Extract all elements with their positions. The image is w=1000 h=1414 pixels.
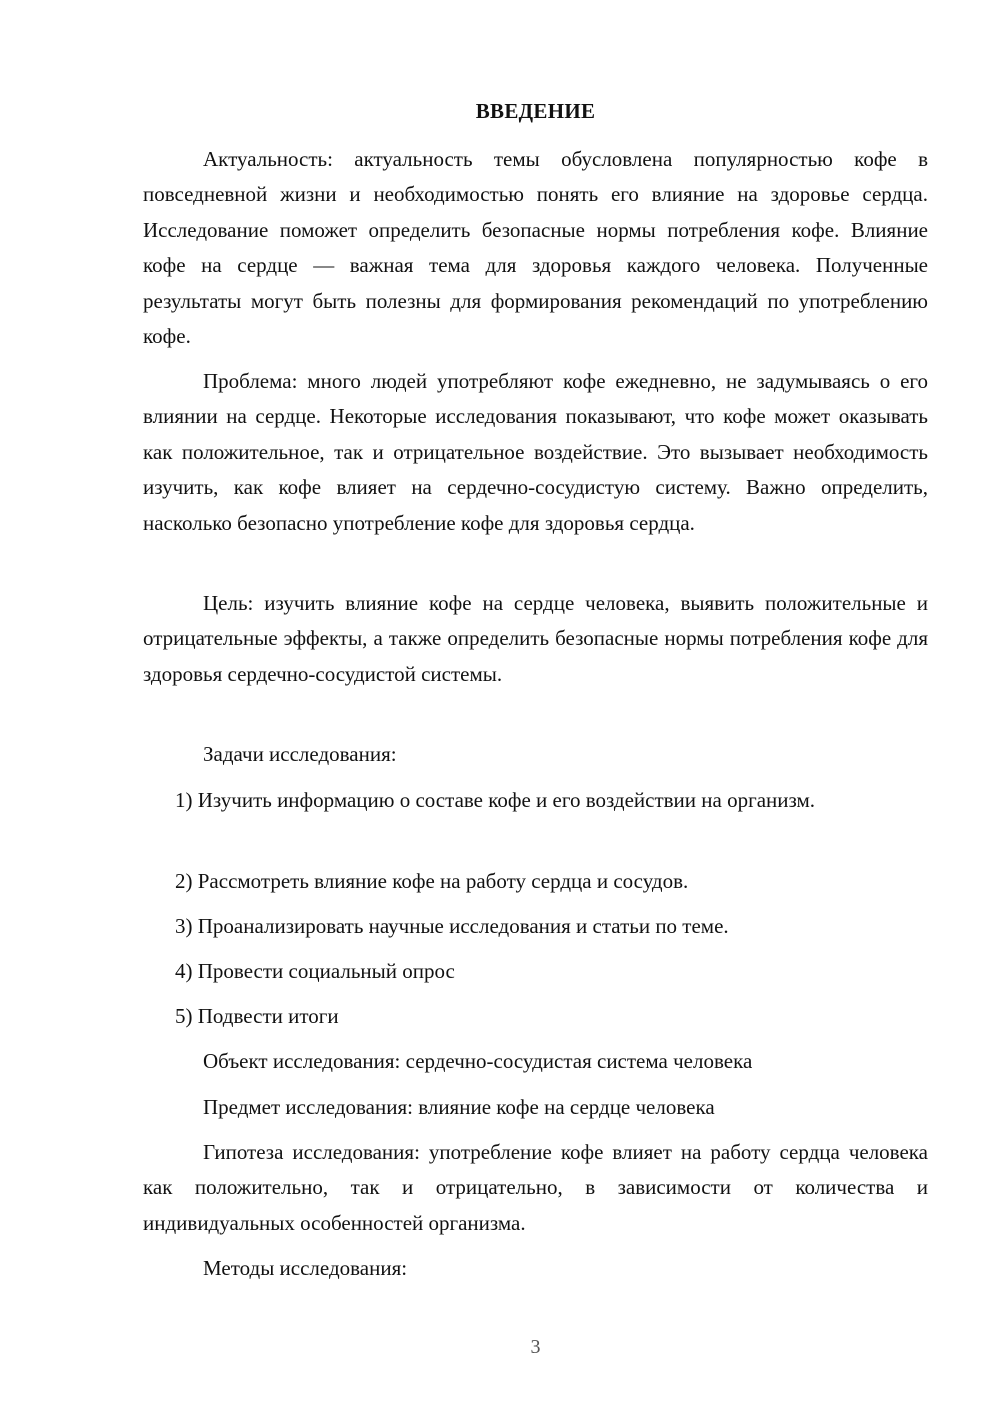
page-number: 3 (530, 1336, 541, 1358)
paragraph-hypothesis: Гипотеза исследования: употребление кофе влияет на работу сердца человека как положительно, так и отрицательно, в зависимости от количества и индивидуальных особенностей организма. (143, 1140, 928, 1235)
task-item-4: 4) Провести социальный опрос (175, 959, 455, 983)
task-item-5: 5) Подвести итоги (175, 1004, 339, 1028)
paragraph-object: Объект исследования: сердечно-сосудистая система человека (203, 1049, 753, 1073)
paragraph-relevance: Актуальность: актуальность темы обусловлена популярностью кофе в повседневной жизни и необходимостью понять его влияние на здоровье сердца. Исследование поможет определить безопасные нормы потребления кофе. Влияние кофе на сердце — важная тема для здоровья каждого человека. Полученные результаты могут быть полезны для формирования рекомендаций по употреблению кофе. (143, 147, 928, 349)
paragraph-subject: Предмет исследования: влияние кофе на сердце человека (203, 1095, 715, 1119)
task-item-1: 1) Изучить информацию о составе кофе и его воздействии на организм. (175, 788, 816, 812)
section-title: ВВЕДЕНИЕ (475, 99, 596, 123)
paragraph-problem: Проблема: много людей употребляют кофе ежедневно, не задумываясь о его влиянии на сердце. Некоторые исследования показывают, что кофе может оказывать как положительное, так и отрицательное воздействие. Это вызывает необходимость изучить, как кофе влияет на сердечно-сосудистую систему. Важно определить, насколько безопасно употребление кофе для здоровья сердца. (143, 369, 928, 535)
task-item-2: 2) Рассмотреть влияние кофе на работу сердца и сосудов. (175, 869, 689, 893)
task-item-3: 3) Проанализировать научные исследования и статьи по теме. (175, 914, 729, 938)
paragraph-goal: Цель: изучить влияние кофе на сердце человека, выявить положительные и отрицательные эффекты, а также определить безопасные нормы потребления кофе для здоровья сердечно-сосудистой системы. (143, 591, 928, 686)
tasks-heading: Задачи исследования: (203, 742, 397, 766)
methods-heading: Методы исследования: (203, 1256, 408, 1280)
document-page (143, 0, 928, 1414)
